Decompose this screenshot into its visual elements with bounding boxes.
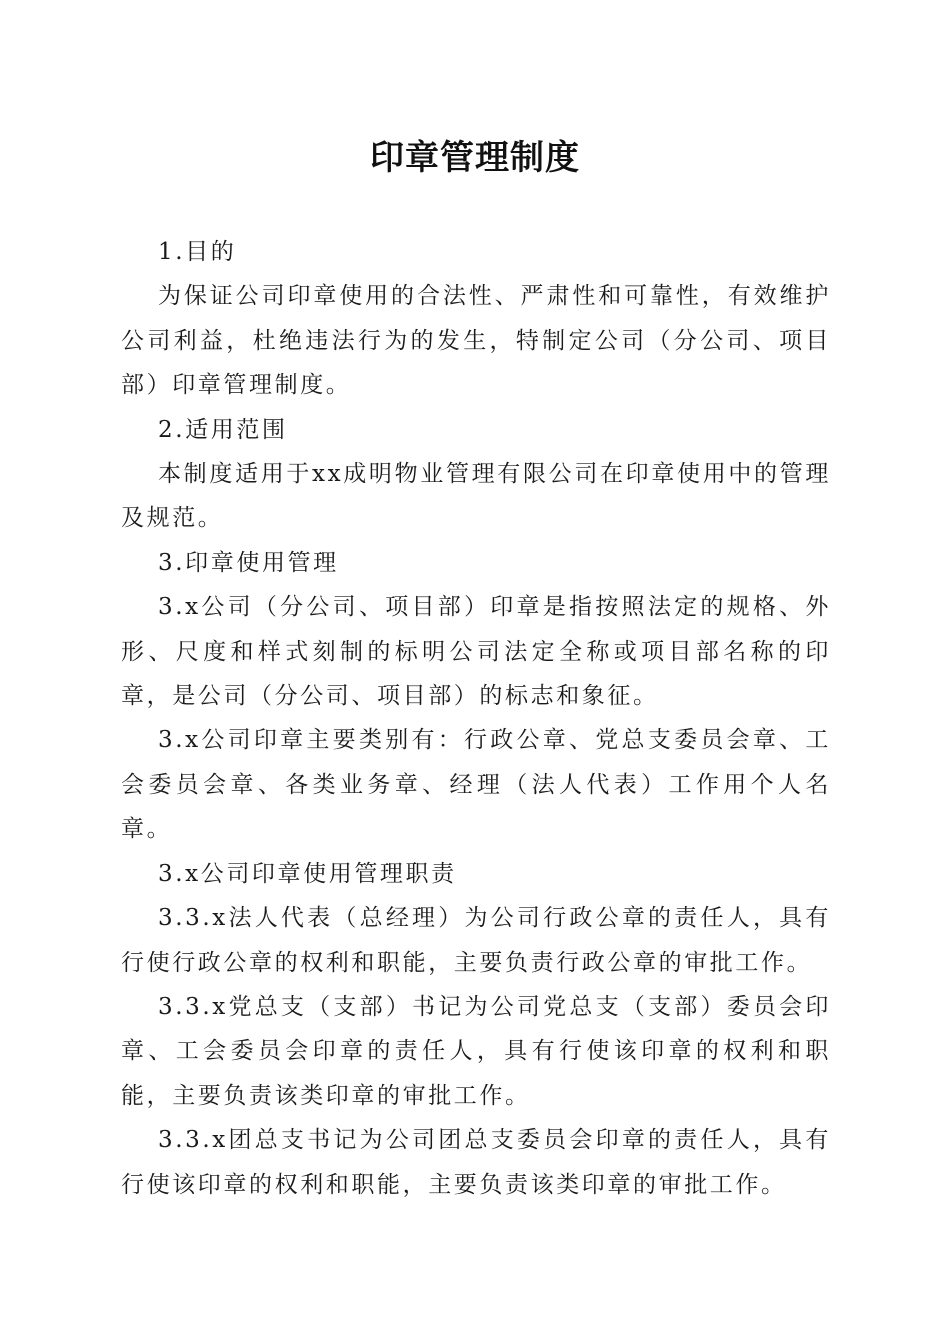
document-title: 印章管理制度 — [370, 138, 580, 178]
paragraph-purpose: 为保证公司印章使用的合法性、严肃性和可靠性，有效维护公司利益，杜绝违法行为的发生，特制定公司（分公司、项目部）印章管理制度。 — [121, 283, 831, 399]
paragraph-seal-duties-heading: 3.x公司印章使用管理职责 — [158, 860, 457, 887]
document-body — [121, 230, 831, 1207]
paragraph-league-secretary: 3.3.x团总支书记为公司团总支委员会印章的责任人，具有行使该印章的权利和职能，主要负责该类印章的审批工作。 — [121, 1127, 831, 1198]
paragraph-seal-types: 3.x公司印章主要类别有：行政公章、党总支委员会章、工会委员会章、各类业务章、经理（法人代表）工作用个人名章。 — [121, 727, 831, 843]
paragraph-legal-representative: 3.3.x法人代表（总经理）为公司行政公章的责任人，具有行使行政公章的权利和职能，主要负责行政公章的审批工作。 — [121, 905, 831, 976]
paragraph-scope: 本制度适用于xx成明物业管理有限公司在印章使用中的管理及规范。 — [121, 461, 831, 532]
section-heading-purpose: 1.目的 — [158, 239, 237, 265]
paragraph-party-secretary: 3.3.x党总支（支部）书记为公司党总支（支部）委员会印章、工会委员会印章的责任人，具有行使该印章的权利和职能，主要负责该类印章的审批工作。 — [121, 993, 831, 1109]
section-heading-seal-management: 3.印章使用管理 — [158, 549, 339, 576]
paragraph-seal-definition: 3.x公司（分公司、项目部）印章是指按照法定的规格、外形、尺度和样式刻制的标明公司法定全称或项目部名称的印章，是公司（分公司、项目部）的标志和象征。 — [121, 594, 831, 710]
section-heading-scope: 2.适用范围 — [158, 416, 288, 443]
